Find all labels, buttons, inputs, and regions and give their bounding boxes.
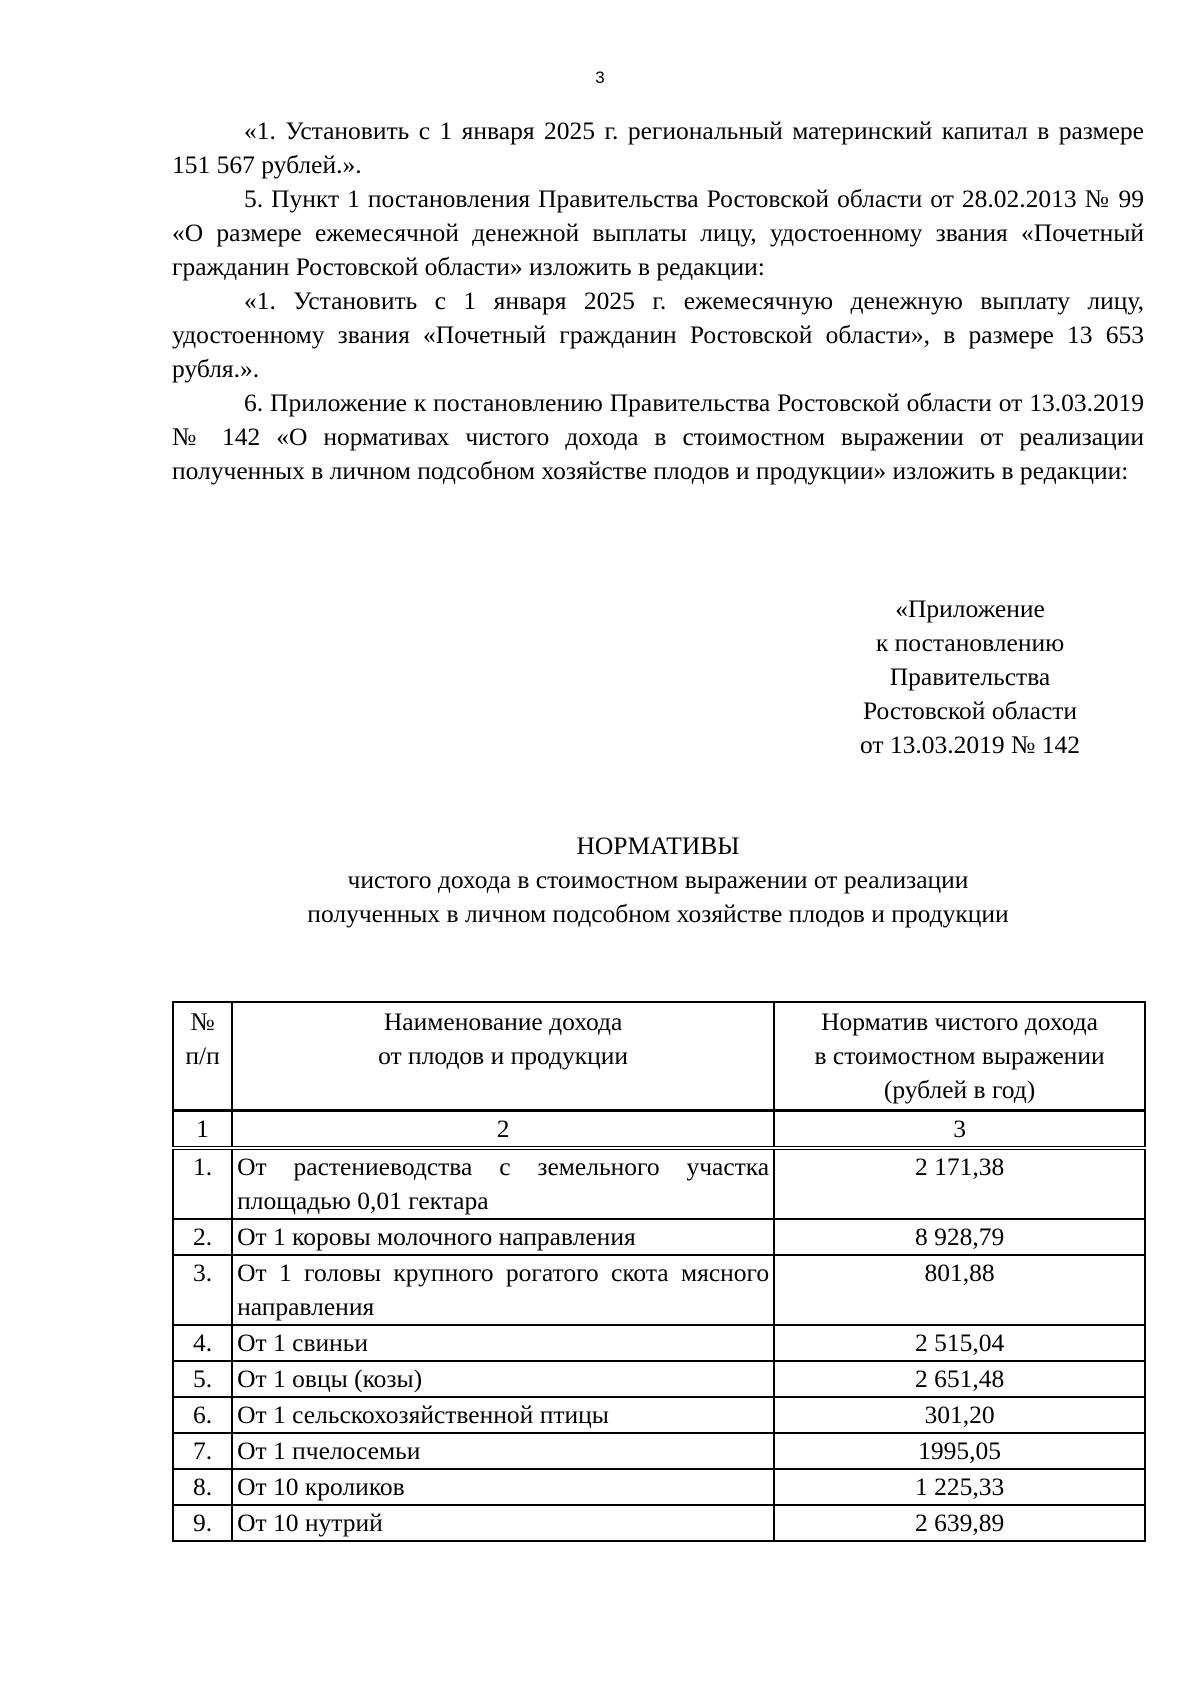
row-name: От 10 кроликов	[232, 1469, 774, 1505]
column-number: 2	[232, 1111, 774, 1149]
row-name: От 1 овцы (козы)	[232, 1361, 774, 1397]
row-name: От 1 свиньи	[232, 1325, 774, 1361]
page-number: 3	[595, 68, 605, 87]
appendix-block	[800, 592, 1140, 762]
norms-table	[172, 1001, 1146, 1542]
table-row	[173, 1148, 1145, 1219]
table-row	[173, 1219, 1145, 1255]
row-num: 1.	[173, 1148, 232, 1219]
row-num: 2.	[173, 1219, 232, 1255]
body-text	[172, 114, 1144, 488]
title-subline: полученных в личном подсобном хозяйстве плодов и продукции	[307, 899, 1009, 928]
row-name: От 10 нутрий	[232, 1505, 774, 1541]
table-header-row	[173, 1002, 1145, 1111]
header-value-line3: (рублей в год)	[883, 1075, 1036, 1104]
column-number: 1	[173, 1111, 232, 1149]
appendix-line: от 13.03.2019 № 142	[859, 730, 1080, 759]
paragraph-item-6: 6. Приложение к постановлению Правительства Ростовской области от 13.03.2019 № 142 «О нормативах чистого дохода в стоимостном выражении от реализации полученных в личном подсобном хозяйстве плодов и продукции» изложить в редакции:	[172, 388, 1144, 485]
row-value: 2 171,38	[774, 1148, 1145, 1219]
row-num: 6.	[173, 1397, 232, 1433]
header-value	[774, 1002, 1145, 1111]
header-value-line1: Норматив чистого дохода	[821, 1007, 1098, 1036]
row-value: 1 225,33	[774, 1469, 1145, 1505]
row-value: 2 639,89	[774, 1505, 1145, 1541]
row-name: От 1 головы крупного рогатого скота мясного направления	[232, 1255, 774, 1325]
title-heading: НОРМАТИВЫ	[576, 831, 740, 860]
header-num-line1: №	[190, 1007, 215, 1036]
row-name: От 1 коровы молочного направления	[232, 1219, 774, 1255]
table-row	[173, 1505, 1145, 1541]
row-value: 301,20	[774, 1397, 1145, 1433]
row-num: 9.	[173, 1505, 232, 1541]
appendix-line: к постановлению	[875, 628, 1065, 657]
header-name-line2: от плодов и продукции	[378, 1041, 629, 1070]
row-value: 8 928,79	[774, 1219, 1145, 1255]
appendix-line: «Приложение	[895, 594, 1045, 623]
row-name: От 1 пчелосемьи	[232, 1433, 774, 1469]
column-number: 3	[774, 1111, 1145, 1149]
paragraph-item-5: 5. Пункт 1 постановления Правительства Ростовской области от 28.02.2013 № 99 «О размере ежемесячной денежной выплаты лицу, удостоенному звания «Почетный гражданин Ростовской области» изложить в редакции:	[172, 184, 1144, 281]
appendix-line: Правительства	[889, 662, 1051, 691]
row-name: От растениеводства с земельного участка площадью 0,01 гектара	[232, 1148, 774, 1219]
table-row	[173, 1469, 1145, 1505]
row-num: 3.	[173, 1255, 232, 1325]
header-value-line2: в стоимостном выражении	[814, 1041, 1105, 1070]
row-num: 8.	[173, 1469, 232, 1505]
table-row	[173, 1361, 1145, 1397]
row-value: 2 515,04	[774, 1325, 1145, 1361]
table-row	[173, 1255, 1145, 1325]
column-number-row	[173, 1111, 1145, 1149]
table-row	[173, 1397, 1145, 1433]
paragraph-monthly-payment: «1. Установить с 1 января 2025 г. ежемесячную денежную выплату лицу, удостоенному звания «Почетный гражданин Ростовской области», в размере 13 653 рубля.».	[172, 286, 1144, 383]
row-value: 2 651,48	[774, 1361, 1145, 1397]
table-row	[173, 1325, 1145, 1361]
header-name-line1: Наименование дохода	[383, 1007, 623, 1036]
document-title	[172, 829, 1144, 931]
table-row	[173, 1433, 1145, 1469]
row-num: 7.	[173, 1433, 232, 1469]
paragraph-maternity-capital: «1. Установить с 1 января 2025 г. региональный материнский капитал в размере 151 567 рублей.».	[172, 116, 1144, 179]
row-num: 5.	[173, 1361, 232, 1397]
row-num: 4.	[173, 1325, 232, 1361]
row-value: 801,88	[774, 1255, 1145, 1325]
title-subline: чистого дохода в стоимостном выражении от реализации	[347, 865, 969, 894]
row-name: От 1 сельскохозяйственной птицы	[232, 1397, 774, 1433]
appendix-line: Ростовской области	[862, 696, 1078, 725]
header-name	[232, 1002, 774, 1111]
row-value: 1995,05	[774, 1433, 1145, 1469]
header-num-line2: п/п	[185, 1041, 220, 1070]
header-num	[173, 1002, 232, 1111]
